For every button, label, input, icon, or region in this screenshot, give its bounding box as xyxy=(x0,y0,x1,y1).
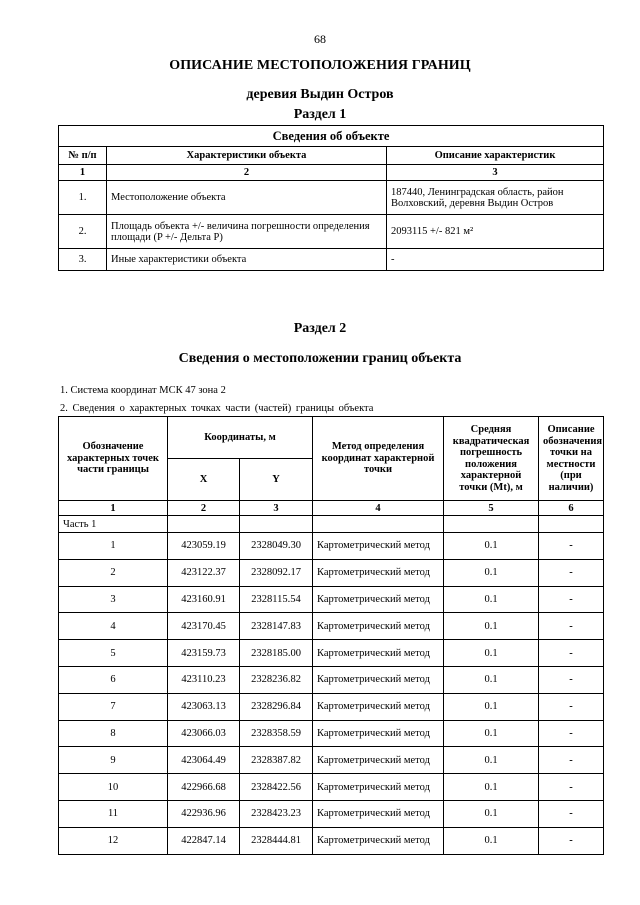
coord-y: 2328236.82 xyxy=(240,666,313,693)
points-info-line: 2. Сведения о характерных точках части (частей) границы объекта xyxy=(60,403,374,414)
point-number: 9 xyxy=(59,747,168,774)
index-cell: 3 xyxy=(387,165,604,181)
mt-cell: 0.1 xyxy=(444,774,539,801)
table-row xyxy=(59,181,604,215)
coord-y: 2328387.82 xyxy=(240,747,313,774)
method-cell: Картометрический метод xyxy=(313,747,444,774)
point-desc: - xyxy=(539,533,604,560)
mt-cell: 0.1 xyxy=(444,533,539,560)
method-cell: Картометрический метод xyxy=(313,586,444,613)
point-number: 7 xyxy=(59,693,168,720)
coord-y: 2328444.81 xyxy=(240,827,313,854)
index-cell: 5 xyxy=(444,501,539,516)
method-cell: Картометрический метод xyxy=(313,533,444,560)
header-error: Средняя квадратическая погрешность положения характерной точки (Mt), м xyxy=(444,417,539,501)
index-cell: 1 xyxy=(59,501,168,516)
header-x: X xyxy=(168,459,240,501)
coord-y: 2328423.23 xyxy=(240,800,313,827)
mt-cell: 0.1 xyxy=(444,827,539,854)
header-description: Описание характеристик xyxy=(387,147,604,165)
point-number: 8 xyxy=(59,720,168,747)
row-num: 3. xyxy=(59,249,107,271)
index-cell: 6 xyxy=(539,501,604,516)
point-desc: - xyxy=(539,720,604,747)
row-description: - xyxy=(387,249,604,271)
point-desc: - xyxy=(539,747,604,774)
table-row xyxy=(59,613,604,640)
method-cell: Картометрический метод xyxy=(313,827,444,854)
coord-x: 422966.68 xyxy=(168,774,240,801)
point-desc: - xyxy=(539,827,604,854)
coord-x: 423063.13 xyxy=(168,693,240,720)
header-method: Метод определения координат характерной точки xyxy=(313,417,444,501)
method-cell: Картометрический метод xyxy=(313,640,444,667)
row-characteristic: Местоположение объекта xyxy=(107,181,387,215)
point-desc: - xyxy=(539,559,604,586)
table-row xyxy=(59,215,604,249)
page-number: 68 xyxy=(314,32,326,46)
row-description: 2093115 +/- 821 м² xyxy=(387,215,604,249)
method-cell: Картометрический метод xyxy=(313,613,444,640)
coord-x: 423160.91 xyxy=(168,586,240,613)
coord-x: 423064.49 xyxy=(168,747,240,774)
method-cell: Картометрический метод xyxy=(313,774,444,801)
coord-y: 2328147.83 xyxy=(240,613,313,640)
header-point: Обозначение характерных точек части границы xyxy=(59,417,168,501)
index-cell: 1 xyxy=(59,165,107,181)
point-desc: - xyxy=(539,693,604,720)
table-row xyxy=(59,586,604,613)
mt-cell: 0.1 xyxy=(444,747,539,774)
point-desc: - xyxy=(539,640,604,667)
method-cell: Картометрический метод xyxy=(313,720,444,747)
coord-x: 422936.96 xyxy=(168,800,240,827)
mt-cell: 0.1 xyxy=(444,613,539,640)
header-characteristics: Характеристики объекта xyxy=(107,147,387,165)
coord-x: 422847.14 xyxy=(168,827,240,854)
mt-cell: 0.1 xyxy=(444,666,539,693)
coord-x: 423122.37 xyxy=(168,559,240,586)
method-cell: Картометрический метод xyxy=(313,666,444,693)
coord-y: 2328296.84 xyxy=(240,693,313,720)
row-num: 2. xyxy=(59,215,107,249)
row-description: 187440, Ленинградская область, район Волховский, деревня Выдин Остров xyxy=(387,181,604,215)
coord-y: 2328185.00 xyxy=(240,640,313,667)
coord-y: 2328115.54 xyxy=(240,586,313,613)
table-row xyxy=(59,720,604,747)
coord-y: 2328358.59 xyxy=(240,720,313,747)
coord-y: 2328422.56 xyxy=(240,774,313,801)
object-info-table-title: Сведения об объекте xyxy=(59,126,604,147)
table-row xyxy=(59,693,604,720)
coord-x: 423110.23 xyxy=(168,666,240,693)
table-row xyxy=(59,249,604,271)
method-cell: Картометрический метод xyxy=(313,800,444,827)
mt-cell: 0.1 xyxy=(444,800,539,827)
mt-cell: 0.1 xyxy=(444,640,539,667)
table-row xyxy=(59,666,604,693)
table-row xyxy=(59,747,604,774)
point-desc: - xyxy=(539,800,604,827)
point-desc: - xyxy=(539,586,604,613)
header-num: № п/п xyxy=(59,147,107,165)
row-num: 1. xyxy=(59,181,107,215)
point-number: 4 xyxy=(59,613,168,640)
table-row xyxy=(59,774,604,801)
index-cell: 3 xyxy=(240,501,313,516)
method-cell: Картометрический метод xyxy=(313,693,444,720)
table-row xyxy=(59,533,604,560)
header-coordinates: Координаты, м xyxy=(168,417,313,459)
header-point-description: Описание обозначения точки на местности (при наличии) xyxy=(539,417,604,501)
coord-x: 423059.19 xyxy=(168,533,240,560)
point-number: 10 xyxy=(59,774,168,801)
point-desc: - xyxy=(539,613,604,640)
row-characteristic: Площадь объекта +/- величина погрешности определения площади (P +/- Дельта P) xyxy=(107,215,387,249)
point-desc: - xyxy=(539,774,604,801)
point-number: 11 xyxy=(59,800,168,827)
header-y: Y xyxy=(240,459,313,501)
point-number: 6 xyxy=(59,666,168,693)
document-subtitle: деревия Выдин Остров xyxy=(246,87,394,102)
coord-x: 423159.73 xyxy=(168,640,240,667)
point-number: 12 xyxy=(59,827,168,854)
table-row xyxy=(59,559,604,586)
mt-cell: 0.1 xyxy=(444,586,539,613)
mt-cell: 0.1 xyxy=(444,559,539,586)
table-row xyxy=(59,827,604,854)
index-cell: 4 xyxy=(313,501,444,516)
coord-y: 2328049.30 xyxy=(240,533,313,560)
coord-y: 2328092.17 xyxy=(240,559,313,586)
point-number: 5 xyxy=(59,640,168,667)
point-number: 1 xyxy=(59,533,168,560)
table-row xyxy=(59,640,604,667)
point-number: 3 xyxy=(59,586,168,613)
mt-cell: 0.1 xyxy=(444,693,539,720)
mt-cell: 0.1 xyxy=(444,720,539,747)
index-cell: 2 xyxy=(168,501,240,516)
document-title: ОПИСАНИЕ МЕСТОПОЛОЖЕНИЯ ГРАНИЦ xyxy=(169,58,471,73)
object-info-table xyxy=(58,125,604,271)
coord-x: 423170.45 xyxy=(168,613,240,640)
coordinate-system-line: 1. Система координат МСК 47 зона 2 xyxy=(60,385,226,396)
method-cell: Картометрический метод xyxy=(313,559,444,586)
index-cell: 2 xyxy=(107,165,387,181)
point-desc: - xyxy=(539,666,604,693)
boundary-points-table xyxy=(58,416,604,855)
point-number: 2 xyxy=(59,559,168,586)
part-label: Часть 1 xyxy=(59,516,168,533)
section1-title: Раздел 1 xyxy=(293,107,347,122)
table-row xyxy=(59,800,604,827)
row-characteristic: Иные характеристики объекта xyxy=(107,249,387,271)
coord-x: 423066.03 xyxy=(168,720,240,747)
section2-title: Раздел 2 xyxy=(293,321,347,336)
section2-subtitle: Сведения о местоположении границ объекта xyxy=(178,351,462,366)
